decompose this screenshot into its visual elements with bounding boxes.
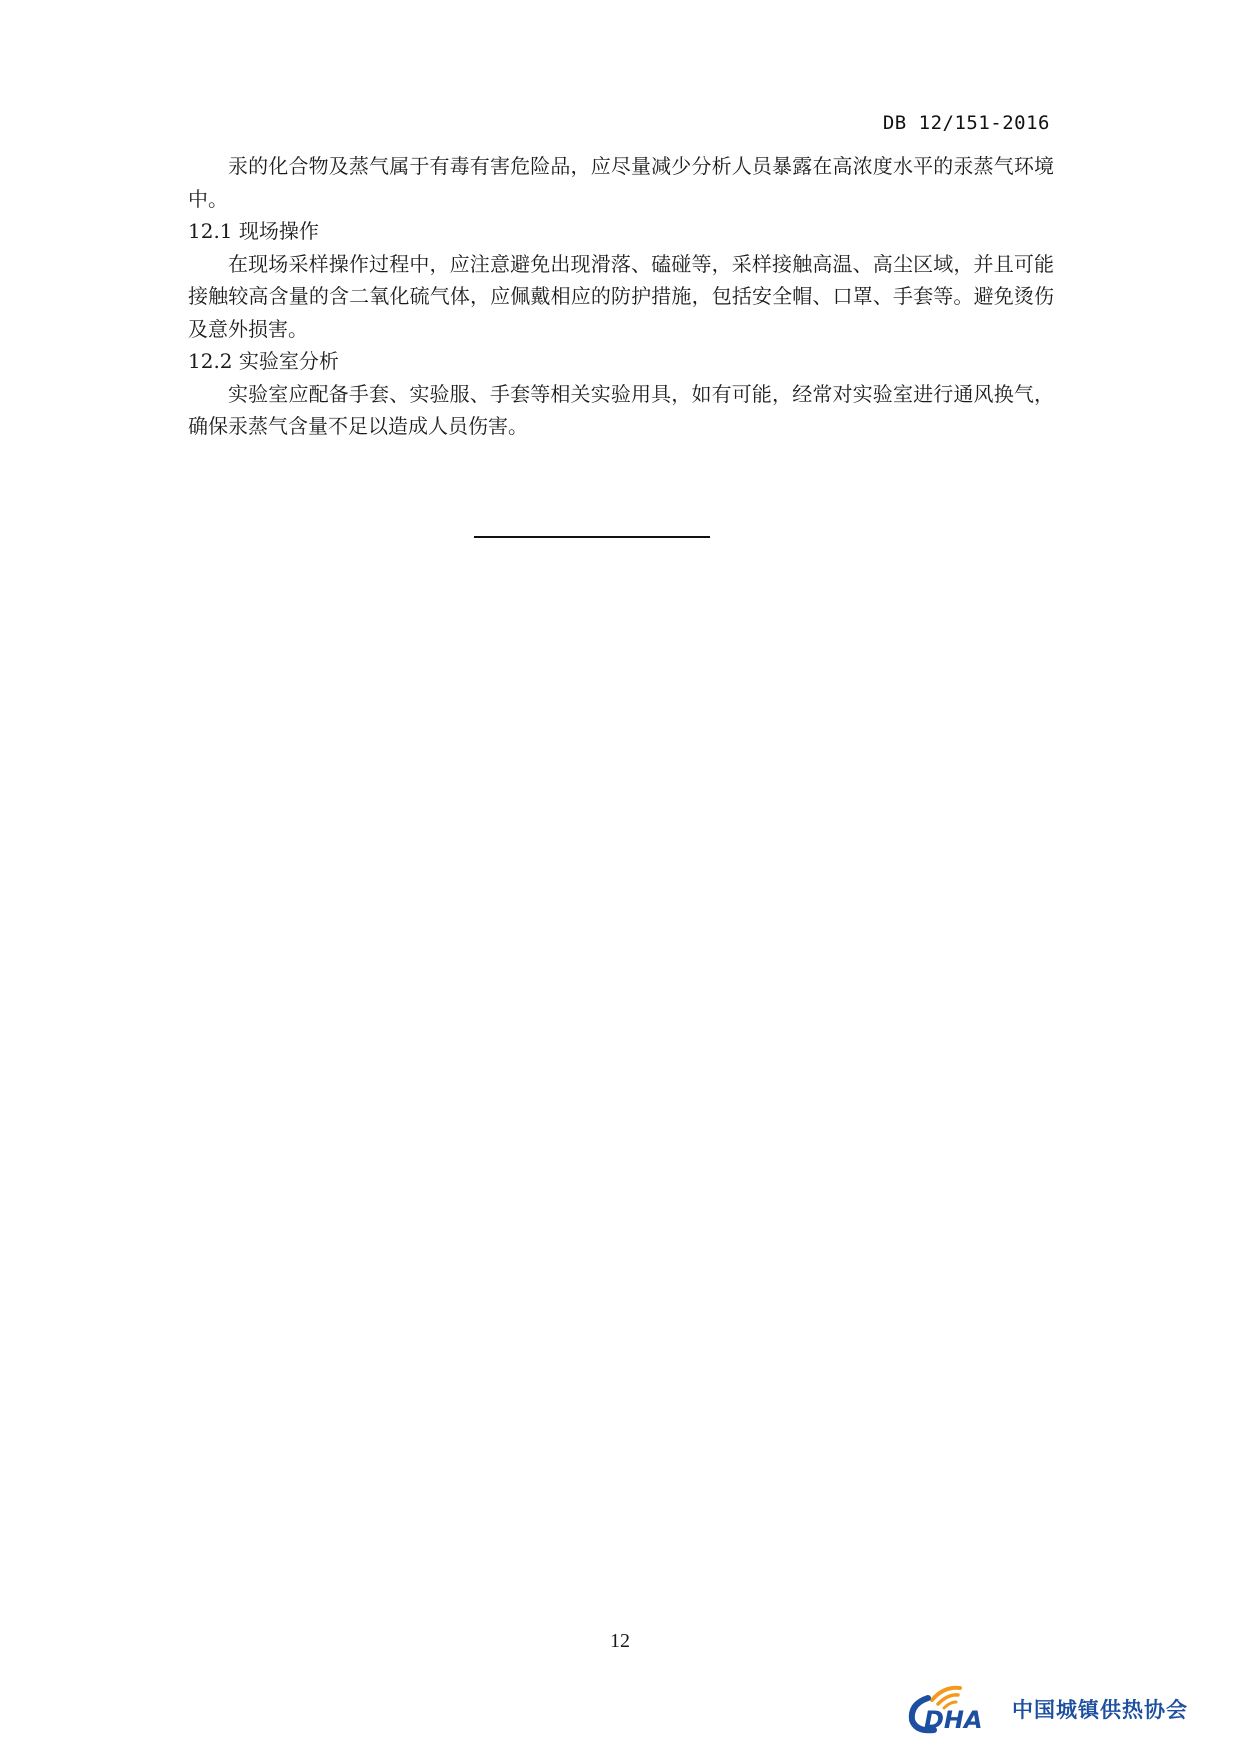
section-12-1-heading: 12.1 现场操作 (188, 219, 319, 243)
document-code: DB 12/151-2016 (882, 112, 1050, 134)
section-12-1-paragraph: 在现场采样操作过程中，应注意避免出现滑落、磕碰等，采样接触高温、高尘区域，并且可能接触较高含量的含二氧化硫气体，应佩戴相应的防护措施，包括安全帽、口罩、手套等。避免烫伤及意外损害。 (188, 251, 1054, 341)
svg-text:DHA: DHA (924, 1706, 983, 1734)
intro-paragraph: 汞的化合物及蒸气属于有毒有害危险品，应尽量减少分析人员暴露在高浓度水平的汞蒸气环境中。 (188, 154, 1054, 211)
document-body (188, 150, 1054, 443)
association-name: 中国城镇供热协会 (1012, 1698, 1188, 1722)
association-logo (898, 1680, 1218, 1736)
end-of-document-rule (474, 536, 710, 538)
section-12-2-heading: 12.2 实验室分析 (188, 349, 339, 373)
cdha-logo-icon (898, 1680, 1008, 1736)
page-number: 12 (610, 1630, 630, 1652)
section-12-2-paragraph: 实验室应配备手套、实验服、手套等相关实验用具，如有可能，经常对实验室进行通风换气，确保汞蒸气含量不足以造成人员伤害。 (188, 381, 1054, 438)
